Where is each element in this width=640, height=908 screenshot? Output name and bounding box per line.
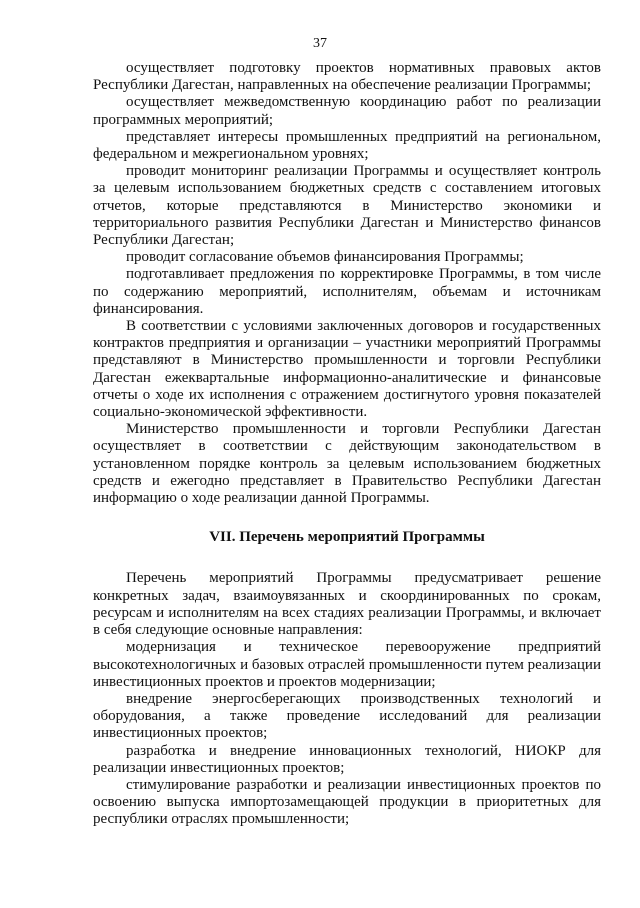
- paragraph: В соответствии с условиями заключенных договоров и государственных контрактов предприятия и организации – участники мероприятий Программы представляют в Министерство промышленности и торговли Республики Дагестан ежеквартальные информационно-аналитические и финансовые отчеты о ходе их исполнения с отражением достигнутого уровня показателей социально-экономической эффективности.: [93, 318, 601, 421]
- paragraph: внедрение энергосберегающих производственных технологий и оборудования, а также проведение исследований для реализации инвестиционных проектов;: [93, 690, 601, 742]
- page-number: 37: [313, 36, 327, 51]
- paragraph: проводит согласование объемов финансирования Программы;: [126, 249, 524, 266]
- paragraph: подготавливает предложения по корректировке Программы, в том числе по содержанию мероприятий, исполнителям, объемам и источникам финансирования.: [93, 266, 601, 317]
- paragraph: осуществляет межведомственную координацию работ по реализации программных мероприятий;: [93, 94, 601, 128]
- paragraph: представляет интересы промышленных предприятий на региональном, федеральном и межрегиональном уровнях;: [93, 128, 601, 163]
- document-body: [93, 60, 601, 829]
- section-heading: VII. Перечень мероприятий Программы: [209, 529, 485, 546]
- paragraph: разработка и внедрение инновационных технологий, НИОКР для реализации инвестиционных проектов;: [93, 742, 601, 776]
- paragraph: стимулирование разработки и реализации инвестиционных проектов по освоению выпуска импортозамещающей продукции в приоритетных для республики отраслях промышленности;: [93, 776, 601, 828]
- paragraph: модернизация и техническое перевооружение предприятий высокотехнологичных и базовых отраслей промышленности путем реализации инвестиционных проектов и проектов модернизации;: [93, 639, 601, 690]
- paragraph: проводит мониторинг реализации Программы и осуществляет контроль за целевым использованием бюджетных средств с составлением итоговых отчетов, которые представляются в Министерство экономики и территориального развития Республики Дагестан и Министерство финансов Республики Дагестан;: [93, 163, 601, 249]
- paragraph: осуществляет подготовку проектов нормативных правовых актов Республики Дагестан, направленных на обеспечение реализации Программы;: [93, 60, 601, 94]
- paragraph: Перечень мероприятий Программы предусматривает решение конкретных задач, взаимоувязанных и скоординированных по срокам, ресурсам и исполнителям на всех стадиях реализации Программы, и включает в себя следующие основные направления:: [93, 570, 601, 639]
- paragraph: Министерство промышленности и торговли Республики Дагестан осуществляет в соответствии с действующим законодательством в установленном порядке контроль за целевым использованием бюджетных средств и ежегодно представляет в Правительство Республики Дагестан информацию о ходе реализации данной Программы.: [93, 421, 601, 507]
